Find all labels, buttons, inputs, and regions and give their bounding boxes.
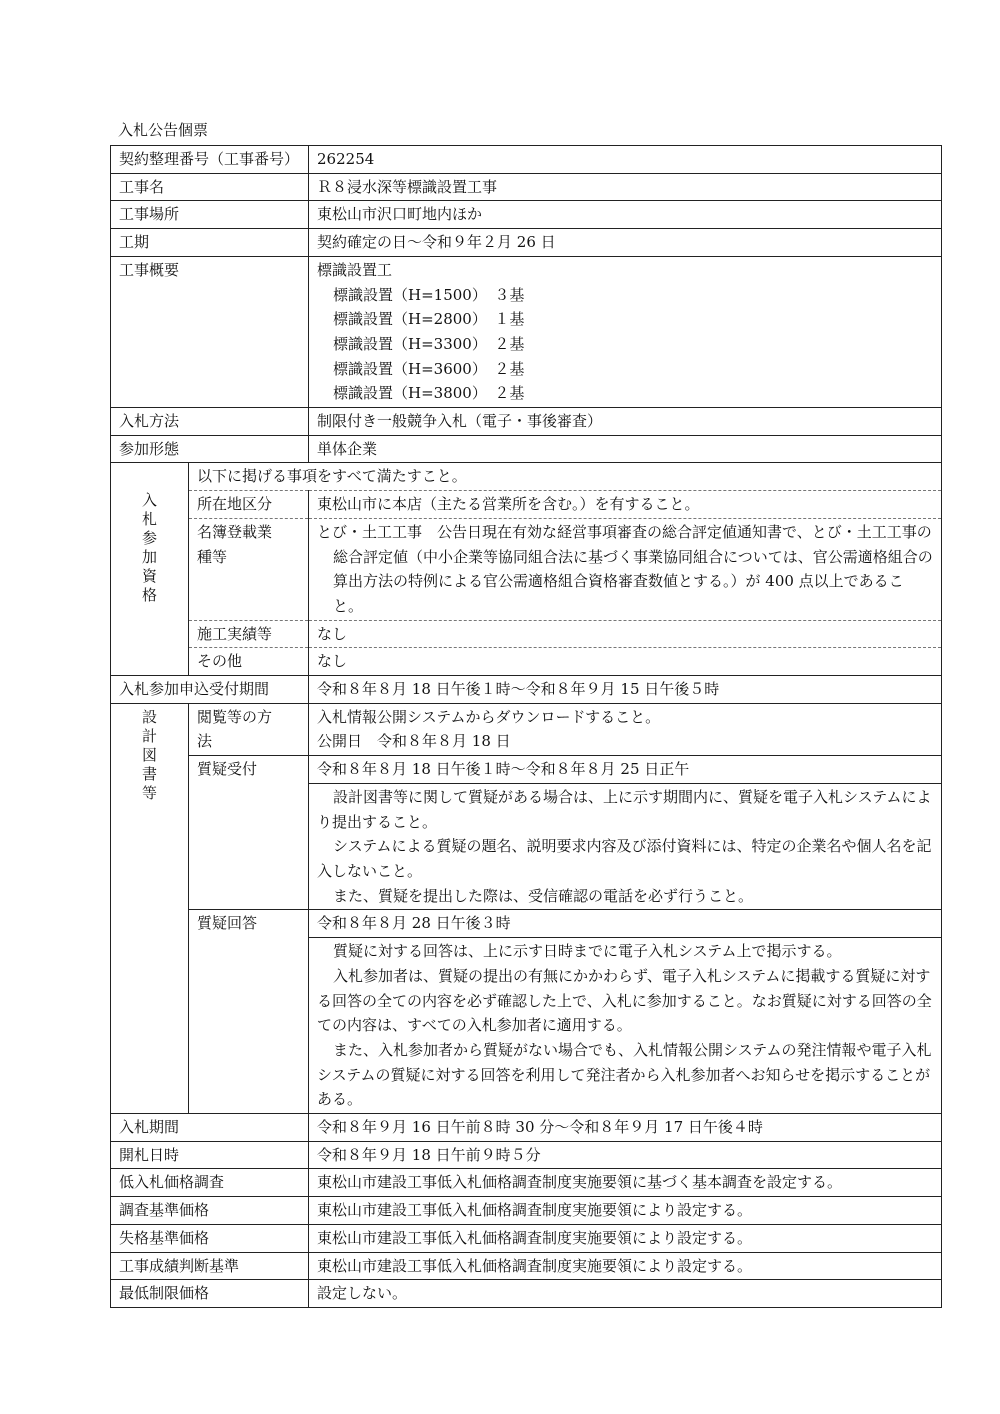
document-title: 入札公告個票: [118, 121, 209, 139]
bid-period-label: 入札期間: [111, 1114, 309, 1142]
viewing-line: 入札情報公開システムからダウンロードすること。: [317, 707, 661, 726]
bid-period-value: 令和８年９月 16 日午前８時 30 分～令和８年９月 17 日午後４時: [309, 1114, 942, 1142]
row-grade-base: [111, 1252, 942, 1280]
viewing-line: 公開日 令和８年８月 18 日: [317, 732, 511, 751]
summary-line: 標識設置（H=2800） １基: [333, 310, 525, 329]
row-period: [111, 229, 942, 257]
opening-label: 開札日時: [111, 1141, 309, 1169]
answer-paragraph: また、入札参加者から質疑がない場合でも、入札情報公開システムの発注情報や電子入札システムの質疑に対する回答を利用して発注者から入札参加者へお知らせを掲示することがある。: [317, 1040, 932, 1109]
answer-paragraph: 質疑に対する回答は、上に示す日時までに電子入札システム上で掲示する。: [333, 942, 842, 961]
viewing-label-line: 閲覧等の方: [197, 707, 273, 726]
vertical-label-char: 等: [141, 783, 157, 802]
disqualify-base-value: 東松山市建設工事低入札価格調査制度実施要領により設定する。: [309, 1224, 942, 1252]
record-label: 施工実績等: [189, 620, 309, 648]
record-value: なし: [309, 620, 942, 648]
row-qualification-record: [111, 620, 942, 648]
participation-label: 参加形態: [111, 435, 309, 463]
summary-line: 標識設置工: [317, 260, 393, 279]
row-design-answer-date: [111, 910, 942, 938]
disqualify-base-label: 失格基準価格: [111, 1224, 309, 1252]
answer-paragraph: 入札参加者は、質疑の提出の有無にかかわらず、電子入札システムに掲載する質疑に対する回答の全ての内容を必ず確認した上で、入札に参加すること。なお質疑に対する回答の全ての内容は、すべての入札参加者に適用する。: [317, 966, 932, 1035]
contract-no-value: 262254: [309, 146, 942, 174]
vertical-label-char: 参: [141, 529, 157, 548]
row-application-period: [111, 676, 942, 704]
answer-body: [309, 938, 942, 1114]
vertical-label-text: [119, 491, 180, 605]
row-opening: [111, 1141, 942, 1169]
viewing-label-line: 法: [197, 732, 213, 751]
summary-value: [309, 256, 942, 407]
row-contract-no: [111, 146, 942, 174]
question-paragraph: 設計図書等に関して質疑がある場合は、上に示す期間内に、質疑を電子入札システムにより提出すること。: [317, 787, 932, 831]
row-summary: [111, 256, 942, 407]
qualification-group-label: [111, 463, 189, 676]
vertical-label-char: 書: [141, 764, 157, 783]
low-bid-survey-label: 低入札価格調査: [111, 1169, 309, 1197]
opening-value: 令和８年９月 18 日午前９時５分: [309, 1141, 942, 1169]
viewing-label: [189, 703, 309, 755]
period-value: 契約確定の日～令和９年２月 26 日: [309, 229, 942, 257]
location-value: 東松山市に本店（主たる営業所を含む。）を有すること。: [309, 491, 942, 519]
question-paragraph: システムによる質疑の題名、説明要求内容及び添付資料には、特定の企業名や個人名を記入しないこと。: [317, 837, 932, 880]
survey-base-label: 調査基準価格: [111, 1197, 309, 1225]
summary-line: 標識設置（H=3600） ２基: [333, 359, 525, 378]
qualification-intro: 以下に掲げる事項をすべて満たすこと。: [189, 463, 942, 491]
row-design-viewing: [111, 703, 942, 755]
bid-method-value: 制限付き一般競争入札（電子・事後審査）: [309, 408, 942, 436]
period-label: 工期: [111, 229, 309, 257]
summary-line: 標識設置（H=3800） ２基: [333, 384, 525, 403]
vertical-label-char: 入: [141, 491, 157, 510]
work-place-label: 工事場所: [111, 201, 309, 229]
participation-value: 単体企業: [309, 435, 942, 463]
row-survey-base: [111, 1197, 942, 1225]
summary-line: 標識設置（H=3300） ２基: [333, 334, 525, 353]
row-disqualify-base: [111, 1224, 942, 1252]
location-label: 所在地区分: [189, 491, 309, 519]
vertical-label-char: 計: [141, 726, 157, 745]
vertical-label-text: [119, 708, 180, 803]
row-qualification-intro: [111, 463, 942, 491]
registry-label: [189, 518, 309, 620]
row-work-place: [111, 201, 942, 229]
row-qualification-registry: [111, 518, 942, 620]
vertical-label-char: 札: [141, 510, 157, 529]
survey-base-value: 東松山市建設工事低入札価格調査制度実施要領により設定する。: [309, 1197, 942, 1225]
row-participation: [111, 435, 942, 463]
grade-base-label: 工事成績判断基準: [111, 1252, 309, 1280]
bid-notice-table: [110, 145, 942, 1308]
work-name-value: Ｒ８浸水深等標識設置工事: [309, 173, 942, 201]
summary-label: 工事概要: [111, 256, 309, 407]
row-qualification-location: [111, 491, 942, 519]
question-period: 令和８年８月 18 日午後１時～令和８年８月 25 日正午: [309, 756, 942, 784]
question-label: 質疑受付: [189, 756, 309, 910]
contract-no-label: 契約整理番号（工事番号）: [111, 146, 309, 174]
question-body: [309, 783, 942, 910]
registry-label-line: 名簿登載業: [197, 522, 273, 541]
vertical-label-char: 設: [141, 707, 157, 726]
answer-label: 質疑回答: [189, 910, 309, 1114]
work-name-label: 工事名: [111, 173, 309, 201]
application-period-value: 令和８年８月 18 日午後１時～令和８年９月 15 日午後５時: [309, 676, 942, 704]
application-period-label: 入札参加申込受付期間: [111, 676, 309, 704]
registry-value: とび・土工工事 公告日現在有効な経営事項審査の総合評定値通知書で、とび・土工工事の総合評定値（中小企業等協同組合法に基づく事業協同組合については、官公需適格組合の算出方法の特例による官公需適格組合資格審査数値とする。）が 400 点以上であること。: [309, 518, 942, 620]
vertical-label-char: 加: [141, 548, 157, 567]
work-place-value: 東松山市沢口町地内ほか: [309, 201, 942, 229]
row-bid-period: [111, 1114, 942, 1142]
vertical-label-char: 資: [141, 567, 157, 586]
other-label: その他: [189, 648, 309, 676]
low-bid-survey-value: 東松山市建設工事低入札価格調査制度実施要領に基づく基本調査を設定する。: [309, 1169, 942, 1197]
row-min-price: [111, 1280, 942, 1308]
grade-base-value: 東松山市建設工事低入札価格調査制度実施要領により設定する。: [309, 1252, 942, 1280]
other-value: なし: [309, 648, 942, 676]
answer-date: 令和８年８月 28 日午後３時: [309, 910, 942, 938]
row-qualification-other: [111, 648, 942, 676]
bid-method-label: 入札方法: [111, 408, 309, 436]
registry-label-line: 種等: [197, 547, 228, 566]
question-paragraph: また、質疑を提出した際は、受信確認の電話を必ず行うこと。: [333, 886, 754, 905]
min-price-label: 最低制限価格: [111, 1280, 309, 1308]
vertical-label-char: 図: [141, 745, 157, 764]
summary-line: 標識設置（H=1500） ３基: [333, 285, 525, 304]
vertical-label-char: 格: [141, 586, 157, 605]
row-low-bid-survey: [111, 1169, 942, 1197]
viewing-value: [309, 703, 942, 755]
min-price-value: 設定しない。: [309, 1280, 942, 1308]
row-bid-method: [111, 408, 942, 436]
design-group-label: [111, 703, 189, 1113]
row-design-question-period: [111, 756, 942, 784]
row-work-name: [111, 173, 942, 201]
